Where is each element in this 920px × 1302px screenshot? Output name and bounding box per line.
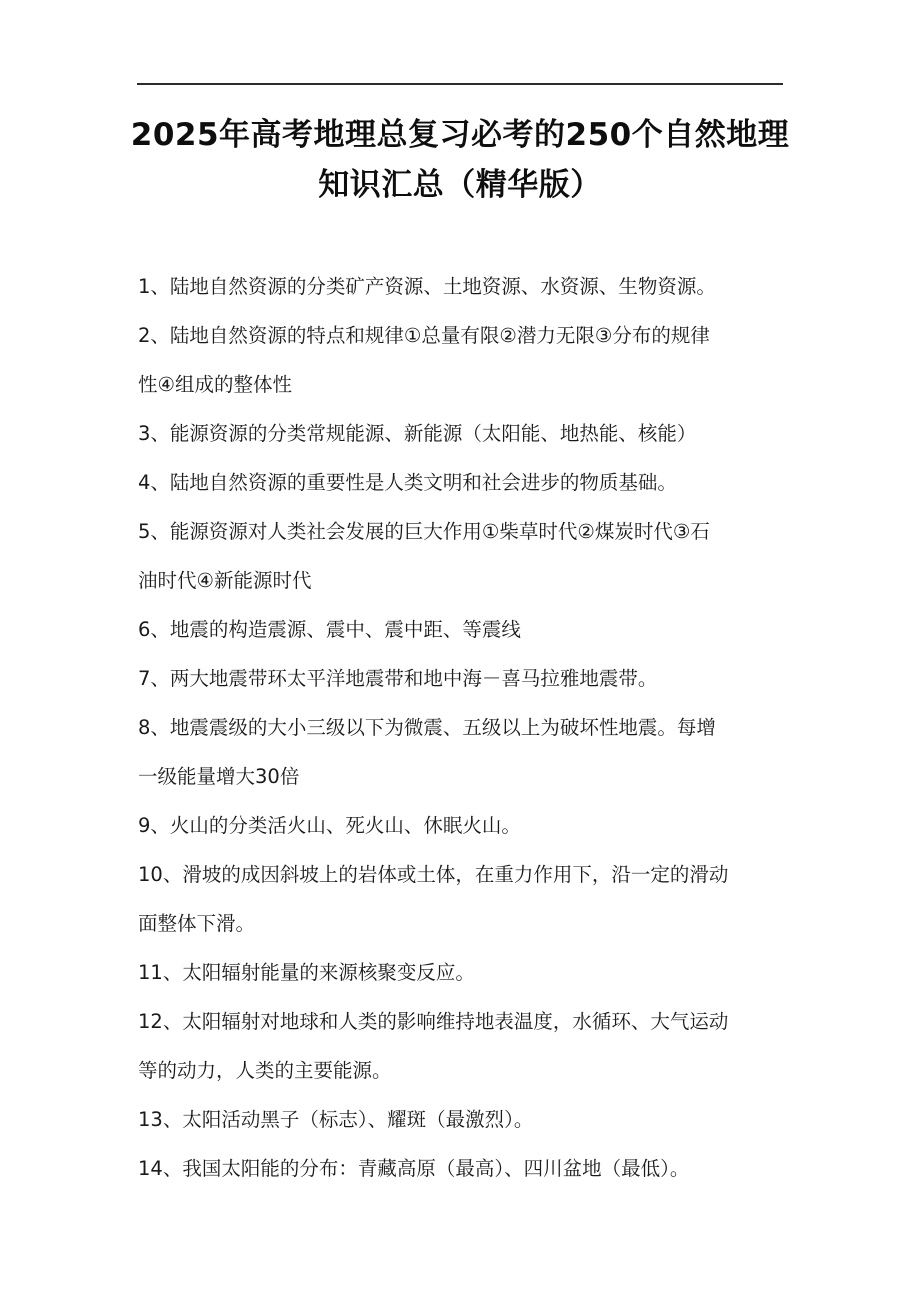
title-line-1: 2025年高考地理总复习必考的250个自然地理 (130, 117, 790, 153)
list-item (138, 409, 786, 458)
item-8-line-2: 一级能量增大30倍 (138, 765, 300, 788)
document-title (130, 110, 790, 210)
item-10-line-2: 面整体下滑。 (138, 912, 256, 935)
item-12-line-2: 等的动力，人类的主要能源。 (138, 1059, 392, 1082)
item-5-line-1: 5、能源资源对人类社会发展的巨大作用①柴草时代②煤炭时代③石 (138, 520, 710, 543)
list-item (138, 458, 786, 507)
item-8-line-1: 8、地震震级的大小三级以下为微震、五级以上为破坏性地震。每增 (138, 716, 716, 739)
item-10-line-1: 10、滑坡的成因斜坡上的岩体或土体，在重力作用下，沿一定的滑动 (138, 863, 729, 886)
knowledge-point-list (138, 262, 786, 1193)
item-5-line-2: 油时代④新能源时代 (138, 569, 312, 592)
item-2-line-2: 性④组成的整体性 (138, 373, 292, 396)
item-12-line-1: 12、太阳辐射对地球和人类的影响维持地表温度，水循环、大气运动 (138, 1010, 729, 1033)
item-7-line-1: 7、两大地震带环太平洋地震带和地中海－喜马拉雅地震带。 (138, 667, 658, 690)
item-6-line-1: 6、地震的构造震源、震中、震中距、等震线 (138, 618, 521, 641)
list-item (138, 850, 786, 948)
item-1-line-1: 1、陆地自然资源的分类矿产资源、土地资源、水资源、生物资源。 (138, 275, 716, 298)
list-item (138, 605, 786, 654)
item-14-line-1: 14、我国太阳能的分布：青藏高原（最高）、四川盆地（最低）。 (138, 1157, 690, 1180)
list-item (138, 801, 786, 850)
title-line-2: 知识汇总（精华版） (318, 167, 602, 203)
list-item (138, 997, 786, 1095)
item-13-line-1: 13、太阳活动黑子（标志）、耀斑（最激烈）。 (138, 1108, 534, 1131)
list-item (138, 507, 786, 605)
header-rule (137, 83, 783, 85)
list-item (138, 948, 786, 997)
list-item (138, 1144, 786, 1193)
list-item (138, 262, 786, 311)
item-4-line-1: 4、陆地自然资源的重要性是人类文明和社会进步的物质基础。 (138, 471, 677, 494)
list-item (138, 654, 786, 703)
item-9-line-1: 9、火山的分类活火山、死火山、休眠火山。 (138, 814, 521, 837)
item-3-line-1: 3、能源资源的分类常规能源、新能源（太阳能、地热能、核能） (138, 422, 697, 445)
list-item (138, 703, 786, 801)
list-item (138, 1095, 786, 1144)
list-item (138, 311, 786, 409)
item-11-line-1: 11、太阳辐射能量的来源核聚变反应。 (138, 961, 475, 984)
item-2-line-1: 2、陆地自然资源的特点和规律①总量有限②潜力无限③分布的规律 (138, 324, 710, 347)
